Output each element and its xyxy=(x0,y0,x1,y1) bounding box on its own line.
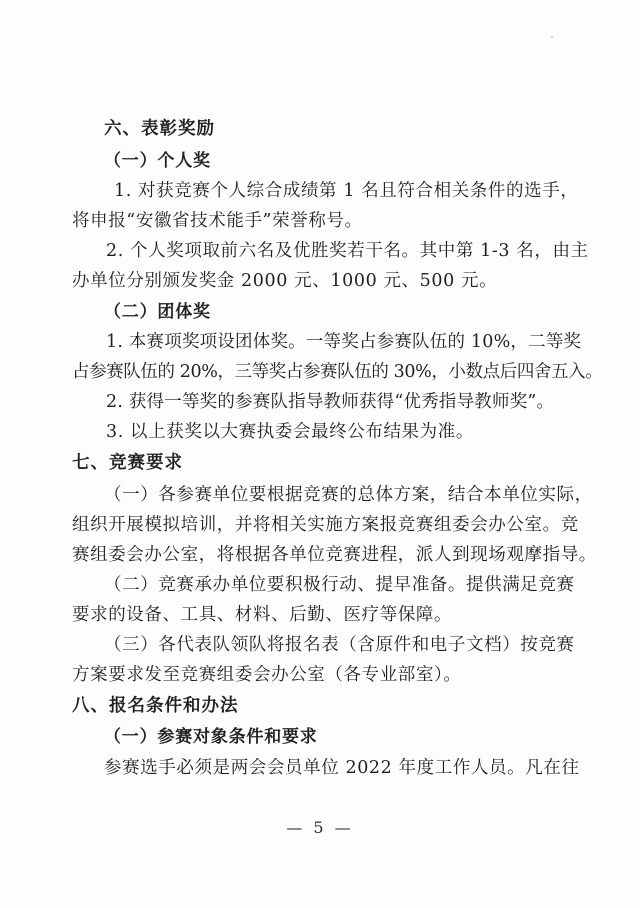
paragraph-line: 2. 个人奖项取前六名及优胜奖若干名。其中第 1-3 名，由主 xyxy=(106,241,589,261)
paragraph-line: 办单位分别颁发奖金 2000 元、1000 元、500 元。 xyxy=(72,271,498,291)
paragraph-line: 1. 本赛项奖项设团体奖。一等奖占参赛队伍的 10%，二等奖 xyxy=(106,332,582,352)
subheading-team-award: （二）团体奖 xyxy=(104,302,211,322)
paragraph-line: 1. 对获竞赛个人综合成绩第 1 名且符合相关条件的选手， xyxy=(114,181,579,201)
paragraph-line: （一）各参赛单位要根据竞赛的总体方案，结合本单位实际， xyxy=(104,485,593,505)
section-heading-registration: 八、报名条件和办法 xyxy=(72,696,239,716)
scan-speck xyxy=(551,36,553,38)
subheading-individual-award: （一）个人奖 xyxy=(104,151,211,171)
paragraph-line: 方案要求发至竞赛组委会办公室（各专业部室）。 xyxy=(72,665,462,685)
paragraph-line: 3. 以上获奖以大赛执委会最终公布结果为准。 xyxy=(106,422,474,442)
paragraph-line: 赛组委会办公室，将根据各单位竞赛进程，派人到现场观摩指导。 xyxy=(72,545,597,565)
paragraph-line: 2. 获得一等奖的参赛队指导教师获得“优秀指导教师奖”。 xyxy=(106,392,555,412)
paragraph-line: 要求的设备、工具、材料、后勤、医疗等保障。 xyxy=(72,605,453,625)
subheading-participant-conditions: （一）参赛对象条件和要求 xyxy=(104,727,318,747)
paragraph-line: 参赛选手必须是两会会员单位 2022 年度工作人员。凡在往 xyxy=(104,758,580,778)
paragraph-line: （二）竞赛承办单位要积极行动、提早准备。提供满足竞赛 xyxy=(104,575,575,595)
paragraph-line: （三）各代表队领队将报名表（含原件和电子文档）按竞赛 xyxy=(104,635,575,655)
page-number: — 5 — xyxy=(286,818,354,837)
paragraph-line: 组织开展模拟培训，并将相关实施方案报竞赛组委会办公室。竞 xyxy=(72,515,579,535)
section-heading-awards: 六、表彰奖励 xyxy=(104,119,215,139)
paragraph-line: 占参赛队伍的 20%，三等奖占参赛队伍的 30%，小数点后四舍五入。 xyxy=(72,362,603,382)
paragraph-line: 将申报“安徽省技术能手”荣誉称号。 xyxy=(72,211,363,231)
section-heading-competition-requirements: 七、竞赛要求 xyxy=(72,453,183,473)
